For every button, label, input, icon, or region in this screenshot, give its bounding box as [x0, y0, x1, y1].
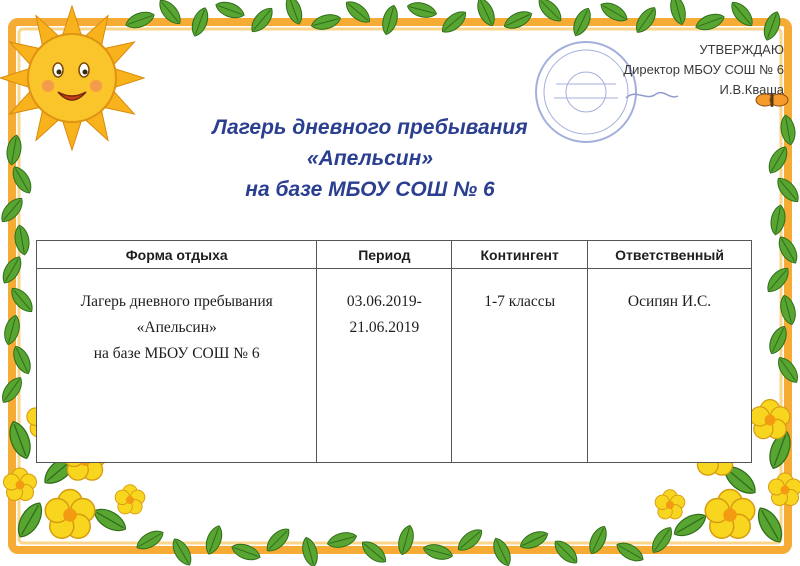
- approval-position: Директор МБОУ СОШ № 6: [623, 62, 784, 77]
- camp-table: [36, 240, 752, 463]
- title-line-3: на базе МБОУ СОШ № 6: [245, 178, 495, 201]
- page-title: [150, 112, 590, 205]
- table-row: [37, 269, 752, 463]
- period-end: 21.06.2019: [349, 319, 420, 336]
- cell-period: [317, 269, 452, 463]
- leaf-icon: [134, 524, 676, 566]
- cell-responsible: Осипян И.С.: [588, 269, 752, 463]
- title-line-2: «Апельсин»: [306, 147, 433, 170]
- table-header-row: [37, 241, 752, 269]
- header-form: Форма отдыха: [37, 241, 317, 269]
- leaf-icon: [763, 114, 800, 386]
- cell-form: [37, 269, 317, 463]
- header-responsible: Ответственный: [588, 241, 752, 269]
- leaf-icon: [0, 134, 37, 406]
- title-line-1: Лагерь дневного пребывания: [212, 116, 528, 139]
- form-line-2: «Апельсин»: [136, 319, 217, 336]
- cell-contingent: 1-7 классы: [452, 269, 588, 463]
- form-line-1: Лагерь дневного пребывания: [80, 293, 273, 310]
- approval-block: [564, 40, 784, 100]
- form-line-3: на базе МБОУ СОШ № 6: [93, 345, 260, 362]
- approval-heading: УТВЕРЖДАЮ: [699, 42, 784, 57]
- header-period: Период: [317, 241, 452, 269]
- header-contingent: Контингент: [452, 241, 588, 269]
- approval-signatory: И.В.Кваша: [719, 82, 784, 97]
- period-start: 03.06.2019-: [346, 293, 422, 310]
